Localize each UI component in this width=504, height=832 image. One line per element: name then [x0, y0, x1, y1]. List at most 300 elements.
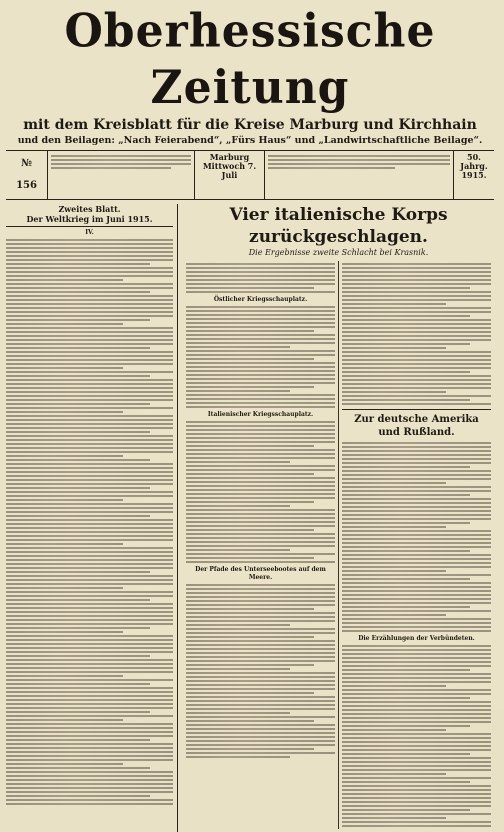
text-line	[342, 578, 470, 580]
text-line	[342, 490, 491, 492]
text-line	[6, 239, 173, 241]
text-line	[186, 477, 335, 479]
text-line	[186, 624, 290, 626]
text-line	[6, 595, 173, 597]
text-line	[6, 403, 150, 405]
text-line	[6, 371, 173, 373]
article-text	[186, 263, 335, 293]
text-line	[6, 359, 173, 361]
text-line	[186, 616, 335, 618]
text-line	[186, 720, 314, 722]
text-line	[186, 362, 335, 364]
text-line	[6, 679, 173, 681]
newspaper-supplements: und den Beilagen: „Nach Feierabend“, „Fürs Haus“ und „Landwirtschaftliche Beilage“.	[17, 135, 483, 146]
text-line	[6, 619, 173, 621]
text-line	[6, 647, 173, 649]
text-line	[342, 590, 491, 592]
text-line	[342, 598, 491, 600]
text-line	[342, 271, 491, 273]
text-line	[6, 787, 173, 789]
left-column-label: Zweites Blatt.	[58, 204, 121, 214]
text-line	[342, 530, 491, 532]
text-line	[342, 323, 491, 325]
text-line	[186, 600, 335, 602]
text-line	[6, 655, 150, 657]
text-line	[342, 538, 491, 540]
text-line	[6, 319, 150, 321]
text-line	[342, 351, 491, 353]
text-line	[186, 732, 335, 734]
main-headline: Vier italienische Korps zurückgeschlagen.	[229, 205, 448, 247]
text-line	[6, 315, 173, 317]
text-line	[342, 482, 446, 484]
text-line	[6, 351, 173, 353]
text-line	[6, 591, 173, 593]
text-line	[186, 485, 335, 487]
text-line	[6, 499, 123, 501]
text-line	[342, 502, 491, 504]
text-line	[342, 697, 470, 699]
text-line	[342, 653, 491, 655]
text-line	[6, 343, 173, 345]
text-line	[6, 791, 173, 793]
text-line	[186, 338, 335, 340]
text-line	[6, 623, 173, 625]
text-line	[342, 454, 491, 456]
issue-place: Marburg	[209, 152, 250, 162]
text-line	[342, 562, 491, 564]
text-line	[342, 446, 491, 448]
text-line	[342, 665, 491, 667]
text-line	[6, 559, 173, 561]
text-line	[342, 606, 470, 608]
text-line	[186, 704, 335, 706]
text-line	[186, 509, 335, 511]
main-column	[178, 204, 494, 832]
text-line	[342, 781, 470, 783]
text-line	[186, 525, 335, 527]
text-line	[6, 391, 173, 393]
text-line	[186, 358, 314, 360]
text-line	[186, 740, 335, 742]
text-line	[342, 315, 470, 317]
text-line	[186, 394, 335, 396]
text-line	[186, 672, 335, 674]
text-line	[6, 323, 123, 325]
text-line	[186, 596, 335, 598]
text-line	[186, 445, 314, 447]
issue-year: 1915.	[461, 170, 487, 180]
text-line	[6, 395, 173, 397]
text-line	[186, 660, 335, 662]
text-line	[342, 753, 470, 755]
text-line	[186, 370, 335, 372]
text-line	[186, 398, 335, 400]
text-line	[186, 334, 335, 336]
text-line	[6, 295, 173, 297]
issue-info-row	[6, 150, 494, 200]
text-line	[6, 251, 173, 253]
text-line	[342, 673, 491, 675]
text-line	[186, 736, 335, 738]
text-line	[342, 777, 491, 779]
text-line	[342, 510, 491, 512]
text-line	[6, 423, 173, 425]
text-line	[342, 403, 491, 405]
text-line	[6, 515, 150, 517]
text-line	[6, 267, 173, 269]
text-line	[6, 491, 173, 493]
text-line	[6, 571, 150, 573]
text-line	[186, 497, 335, 499]
text-line	[186, 716, 335, 718]
text-line	[186, 310, 335, 312]
text-line	[342, 279, 491, 281]
text-line	[342, 275, 491, 277]
text-line	[6, 539, 173, 541]
text-line	[6, 355, 173, 357]
section-heading: Italienischer Kriegsschauplatz.	[207, 411, 314, 418]
text-line	[342, 550, 470, 552]
text-line	[186, 330, 314, 332]
text-line	[6, 635, 173, 637]
newspaper-title: Oberhessische Zeitung	[64, 4, 436, 115]
text-line	[186, 748, 314, 750]
text-line	[186, 489, 335, 491]
text-line	[6, 275, 173, 277]
text-line	[186, 481, 335, 483]
text-line	[342, 542, 491, 544]
text-line	[6, 731, 173, 733]
text-line	[6, 483, 173, 485]
text-line	[342, 494, 470, 496]
text-line	[6, 699, 173, 701]
text-line	[186, 632, 335, 634]
text-line	[342, 347, 446, 349]
text-line	[186, 728, 335, 730]
page-columns	[6, 204, 494, 832]
text-line	[186, 553, 335, 555]
newspaper-subtitle: mit dem Kreisblatt für die Kreise Marburg und Kirchhain	[23, 117, 477, 133]
text-line	[186, 441, 335, 443]
text-line	[6, 347, 150, 349]
text-line	[6, 555, 173, 557]
text-line	[342, 554, 491, 556]
text-line	[6, 675, 123, 677]
text-line	[342, 685, 446, 687]
text-line	[342, 586, 491, 588]
text-line	[6, 531, 173, 533]
text-line	[6, 663, 173, 665]
text-line	[6, 567, 173, 569]
text-line	[6, 471, 173, 473]
text-line	[186, 692, 314, 694]
text-line	[186, 588, 335, 590]
text-line	[186, 724, 335, 726]
text-line	[342, 466, 470, 468]
text-line	[6, 479, 173, 481]
text-line	[342, 769, 491, 771]
text-line	[6, 503, 173, 505]
text-line	[342, 661, 491, 663]
text-line	[342, 773, 446, 775]
issue-volume: 50. Jahrg.	[460, 152, 488, 171]
advertising-terms	[265, 151, 454, 199]
text-line	[342, 693, 491, 695]
text-line	[342, 458, 491, 460]
text-line	[186, 756, 290, 758]
text-line	[342, 518, 491, 520]
text-line	[6, 803, 173, 805]
text-line	[6, 307, 173, 309]
text-line	[342, 669, 470, 671]
text-line	[342, 801, 491, 803]
text-line	[342, 558, 491, 560]
text-line	[6, 335, 173, 337]
text-line	[6, 331, 173, 333]
text-line	[6, 291, 150, 293]
text-line	[342, 757, 491, 759]
text-line	[186, 680, 335, 682]
text-line	[6, 615, 173, 617]
masthead	[6, 0, 494, 147]
text-line	[6, 779, 173, 781]
text-line	[342, 817, 446, 819]
text-line	[342, 327, 491, 329]
text-line	[186, 402, 335, 404]
text-line	[6, 287, 173, 289]
text-line	[342, 526, 446, 528]
text-line	[186, 664, 314, 666]
text-line	[342, 450, 491, 452]
text-line	[186, 644, 335, 646]
text-line	[186, 473, 314, 475]
text-line	[342, 395, 491, 397]
text-line	[6, 527, 173, 529]
text-line	[6, 763, 123, 765]
text-line	[186, 425, 335, 427]
text-line	[6, 771, 173, 773]
text-line	[6, 611, 173, 613]
text-line	[6, 255, 173, 257]
text-line	[186, 267, 335, 269]
text-line	[6, 799, 173, 801]
text-line	[342, 705, 491, 707]
text-line	[342, 713, 491, 715]
text-line	[342, 677, 491, 679]
text-line	[342, 614, 446, 616]
text-line	[186, 608, 314, 610]
text-line	[342, 470, 491, 472]
text-line	[186, 533, 335, 535]
text-line	[186, 712, 290, 714]
text-line	[342, 478, 491, 480]
text-line	[6, 535, 173, 537]
text-line	[6, 367, 123, 369]
text-line	[6, 543, 123, 545]
text-line	[342, 805, 491, 807]
text-line	[342, 303, 446, 305]
text-line	[6, 475, 173, 477]
text-line	[342, 263, 491, 265]
text-line	[342, 785, 491, 787]
text-line	[186, 271, 335, 273]
article-text	[342, 263, 491, 405]
text-line	[342, 283, 491, 285]
text-line	[342, 343, 470, 345]
text-line	[342, 717, 491, 719]
text-line	[186, 628, 335, 630]
text-line	[186, 513, 335, 515]
text-line	[6, 339, 173, 341]
text-line	[342, 363, 491, 365]
text-line	[186, 437, 335, 439]
text-line	[186, 291, 335, 293]
text-line	[186, 561, 335, 563]
text-line	[342, 602, 491, 604]
text-line	[6, 703, 173, 705]
text-line	[186, 521, 335, 523]
text-line	[6, 603, 173, 605]
text-line	[342, 522, 470, 524]
text-line	[6, 695, 173, 697]
text-line	[342, 701, 491, 703]
text-line	[6, 523, 173, 525]
text-line	[342, 339, 491, 341]
text-line	[6, 751, 173, 753]
text-line	[342, 649, 491, 651]
text-line	[6, 419, 173, 421]
text-line	[6, 631, 123, 633]
issue-place-date	[195, 151, 265, 199]
text-line	[342, 506, 491, 508]
text-line	[186, 406, 335, 408]
text-line	[186, 688, 335, 690]
text-line	[6, 243, 173, 245]
left-column	[6, 204, 178, 832]
text-line	[186, 346, 290, 348]
text-line	[6, 311, 173, 313]
text-line	[6, 519, 173, 521]
text-line	[342, 594, 491, 596]
article-text	[186, 306, 335, 408]
text-line	[342, 725, 470, 727]
text-line	[6, 587, 123, 589]
text-line	[6, 599, 150, 601]
text-line	[342, 618, 491, 620]
text-line	[342, 809, 470, 811]
text-line	[342, 367, 491, 369]
text-line	[186, 449, 335, 451]
text-line	[6, 707, 173, 709]
section-heading: Der Pfade des Unterseebootes auf dem Meere.	[195, 566, 326, 581]
text-line	[342, 387, 491, 389]
text-line	[6, 583, 173, 585]
text-line	[6, 607, 173, 609]
text-line	[6, 563, 173, 565]
text-line	[342, 582, 491, 584]
text-line	[186, 263, 335, 265]
text-line	[6, 775, 173, 777]
text-line	[186, 696, 335, 698]
text-line	[342, 566, 491, 568]
text-line	[186, 517, 335, 519]
text-line	[186, 326, 335, 328]
section-heading-large: Zur deutsche Amerika und Rußland.	[342, 409, 491, 439]
text-line	[342, 391, 446, 393]
text-line	[186, 469, 335, 471]
text-line	[6, 439, 173, 441]
text-line	[6, 727, 173, 729]
text-line	[186, 501, 314, 503]
text-line	[6, 651, 173, 653]
article-text	[186, 421, 335, 563]
text-line	[6, 683, 150, 685]
text-line	[342, 626, 491, 628]
text-line	[186, 537, 335, 539]
text-line	[6, 723, 173, 725]
left-column-roman: IV.	[85, 229, 94, 236]
text-line	[186, 584, 335, 586]
text-line	[342, 574, 491, 576]
text-line	[6, 627, 150, 629]
text-line	[6, 719, 123, 721]
text-line	[342, 534, 491, 536]
text-line	[6, 667, 173, 669]
text-line	[342, 610, 491, 612]
text-line	[6, 447, 173, 449]
text-line	[186, 350, 335, 352]
text-line	[6, 511, 173, 513]
text-line	[342, 295, 491, 297]
section-heading: Die Erzählungen der Verbündeten.	[358, 635, 475, 642]
text-line	[6, 327, 173, 329]
text-line	[186, 752, 335, 754]
text-line	[186, 541, 335, 543]
text-line	[342, 821, 491, 823]
text-line	[342, 657, 491, 659]
text-line	[6, 399, 173, 401]
text-line	[342, 733, 491, 735]
text-line	[6, 671, 173, 673]
text-line	[186, 386, 314, 388]
text-line	[6, 551, 173, 553]
text-line	[6, 363, 173, 365]
text-line	[342, 709, 491, 711]
text-line	[186, 342, 335, 344]
text-line	[342, 375, 491, 377]
text-line	[186, 620, 335, 622]
text-line	[6, 463, 173, 465]
left-column-title: Der Weltkrieg im Juni 1915.	[6, 214, 173, 227]
text-line	[6, 415, 173, 417]
text-line	[6, 451, 173, 453]
text-line	[186, 382, 335, 384]
text-line	[186, 493, 335, 495]
text-line	[342, 287, 470, 289]
main-subcolumn-2	[338, 261, 494, 829]
text-line	[6, 691, 173, 693]
text-line	[186, 529, 314, 531]
text-line	[6, 715, 173, 717]
main-subhead: Die Ergebnisse zweite Schlacht bei Krasnik.	[248, 248, 429, 257]
text-line	[6, 743, 173, 745]
text-line	[186, 306, 335, 308]
text-line	[342, 379, 491, 381]
text-line	[342, 645, 491, 647]
text-line	[6, 383, 173, 385]
text-line	[342, 442, 491, 444]
